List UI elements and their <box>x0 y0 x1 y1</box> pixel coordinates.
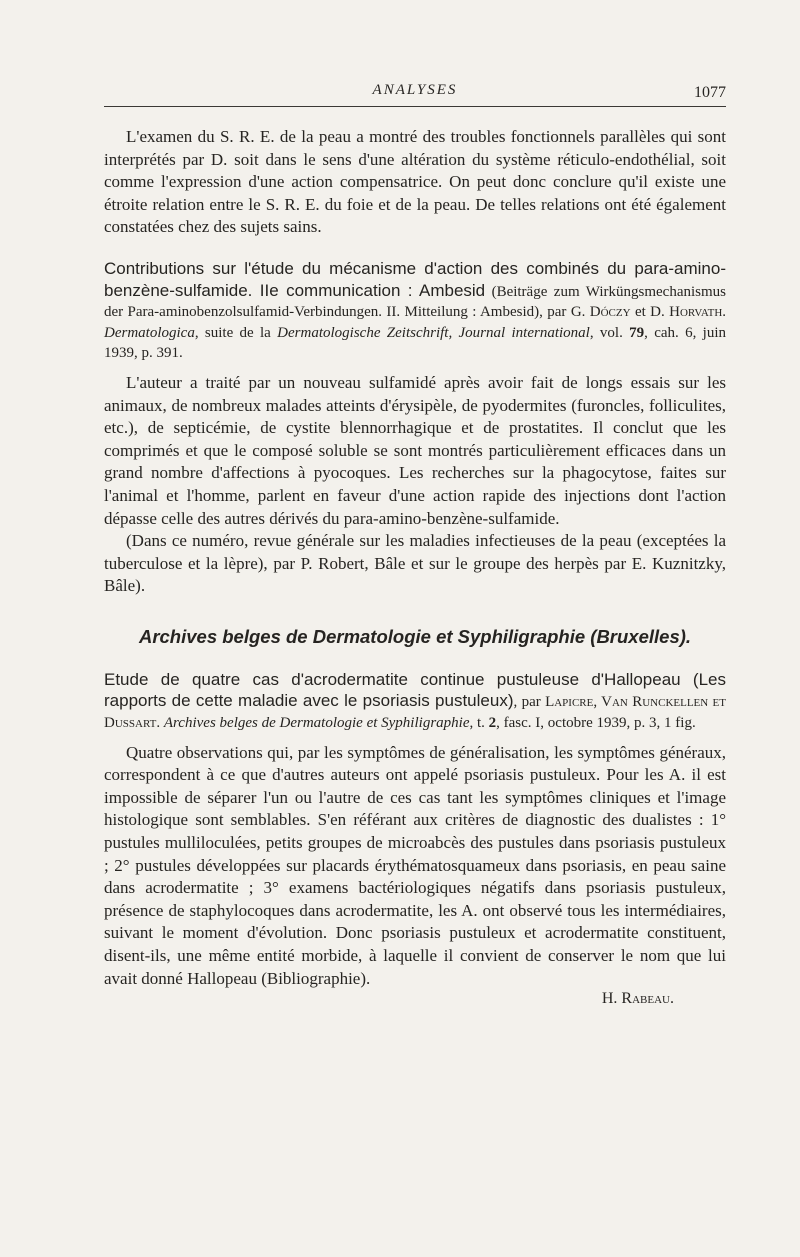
journal-name: Dermatologica <box>104 324 195 341</box>
article-entry-ambesid <box>104 259 726 364</box>
article-ref-tail: , cah. 6, juin 1939, p. 391. <box>104 324 727 362</box>
journal-name: Dermatologische Zeitschrift, Journal international <box>277 324 590 341</box>
note-paragraph: (Dans ce numéro, revue générale sur les maladies infectieuses de la peau (exceptées la tuberculose et la lèpre), par P. Robert, Bâle et sur le groupe des herpès par E. Kuznitzky, Bâle). <box>104 531 726 596</box>
running-title: ANALYSES <box>372 82 458 98</box>
reviewer-signature: H. Rabeau. <box>601 990 674 1008</box>
header-rule <box>104 106 726 107</box>
volume-number: 79 <box>629 324 645 341</box>
continued-paragraph: L'examen du S. R. E. de la peau a montré des troubles fonctionnels parallèles qui sont interprétés par D. soit dans le sens d'une altération du système réticulo-endothélial, soit comme l'expression d'une action compensatrice. On peut donc conclure qu'il existe une étroite relation entre le S. R. E. du foie et de la peau. De telles relations ont été également constatées chez des sujets sains. <box>104 127 726 237</box>
article-ref-tome: , t. <box>469 715 489 732</box>
article-ref-by: , par <box>513 694 546 711</box>
abstract-paragraph: Quatre observations qui, par les symptômes de généralisation, les symptômes généraux, correspondent à ce que d'autres auteurs ont appelé psoriasis pustuleux. Pour les A. il est impossible de séparer l'un ou l'autre de ces cas tant les symptômes cliniques et l'image histologique sont semblables. S'en référant aux critères de diagnostic des dualistes : 1° pustules mulliloculées, petits groupes de microabcès des pustules dans psoriasis pustuleux ; 2° pustules développées sur placards érythématosquameux dans psoriasis, en peau saine dans acrodermatite ; 3° examens bactériologiques négatifs dans psoriasis pustuleux, présence de staphylocoques dans acrodermatite, les A. ont observé tous les intermédiaires, suivant le moment d'évolution. Donc psoriasis pustuleux et acrodermatite constituent, disent-ils, une même entité morbide, à laquelle il convient de conserver le nom que lui avait donné Hallopeau (Bibliographie). <box>104 742 726 988</box>
article-ref-et: et <box>630 304 651 321</box>
journal-section-title: Archives belges de Dermatologie et Syphiligraphie (Bruxelles). <box>138 625 692 647</box>
tome-number: 2 <box>488 715 497 732</box>
article-ref-german: (Beiträge zum Wirküngsmechanismus der Para-aminobenzolsulfamid-Verbindungen. II. Mitteilung : Ambesid), par <box>104 283 726 321</box>
page-number: 1077 <box>694 84 726 101</box>
article-ref-sep: . <box>156 715 164 732</box>
article-title: Etude de quatre cas d'acrodermatite continue pustuleuse d'Hallopeau (Les rapports de cette maladie avec le psoriasis pustuleux) <box>104 669 726 711</box>
article-ref-mid: , suite de la <box>194 324 278 341</box>
article-entry-acrodermatite <box>104 670 726 734</box>
article-author: D. Horvath <box>650 304 723 321</box>
running-head <box>104 80 726 106</box>
journal-name: Archives belges de Dermatologie et Syphiligraphie <box>163 715 470 732</box>
article-ref-tail: , fasc. I, octobre 1939, p. 3, 1 fig. <box>496 715 696 732</box>
abstract-paragraph: L'auteur a traité par un nouveau sulfamidé après avoir fait de longs essais sur les animaux, de nombreux malades atteints d'érysipèle, de pyodermites (furoncles, folliculites, etc.), de septicémie, de cystite blennorrhagique et de prostatites. Il conclut que les comprimés et que le composé soluble se sont montrés particulièrement efficaces dans un grand nombre d'affections à pyocoques. Les recherches sur la phagocytose, faites sur l'animal et l'homme, parlent en faveur d'une action rapide des injections dont l'action dépasse celle des autres dérivés du para-amino-benzène-sulfamide. <box>104 372 726 528</box>
article-ref-sep: . <box>722 304 727 321</box>
article-authors: Lapicre, Van Runckellen et Dussart <box>104 694 726 732</box>
article-ref-vol: , vol. <box>589 324 630 341</box>
article-author: G. Dóczy <box>570 304 631 321</box>
article-title: Contributions sur l'étude du mécanisme d'action des combinés du para-amino-benzène-sulfamide. IIe communication : Ambesid <box>104 258 726 300</box>
page-body <box>104 126 726 1008</box>
